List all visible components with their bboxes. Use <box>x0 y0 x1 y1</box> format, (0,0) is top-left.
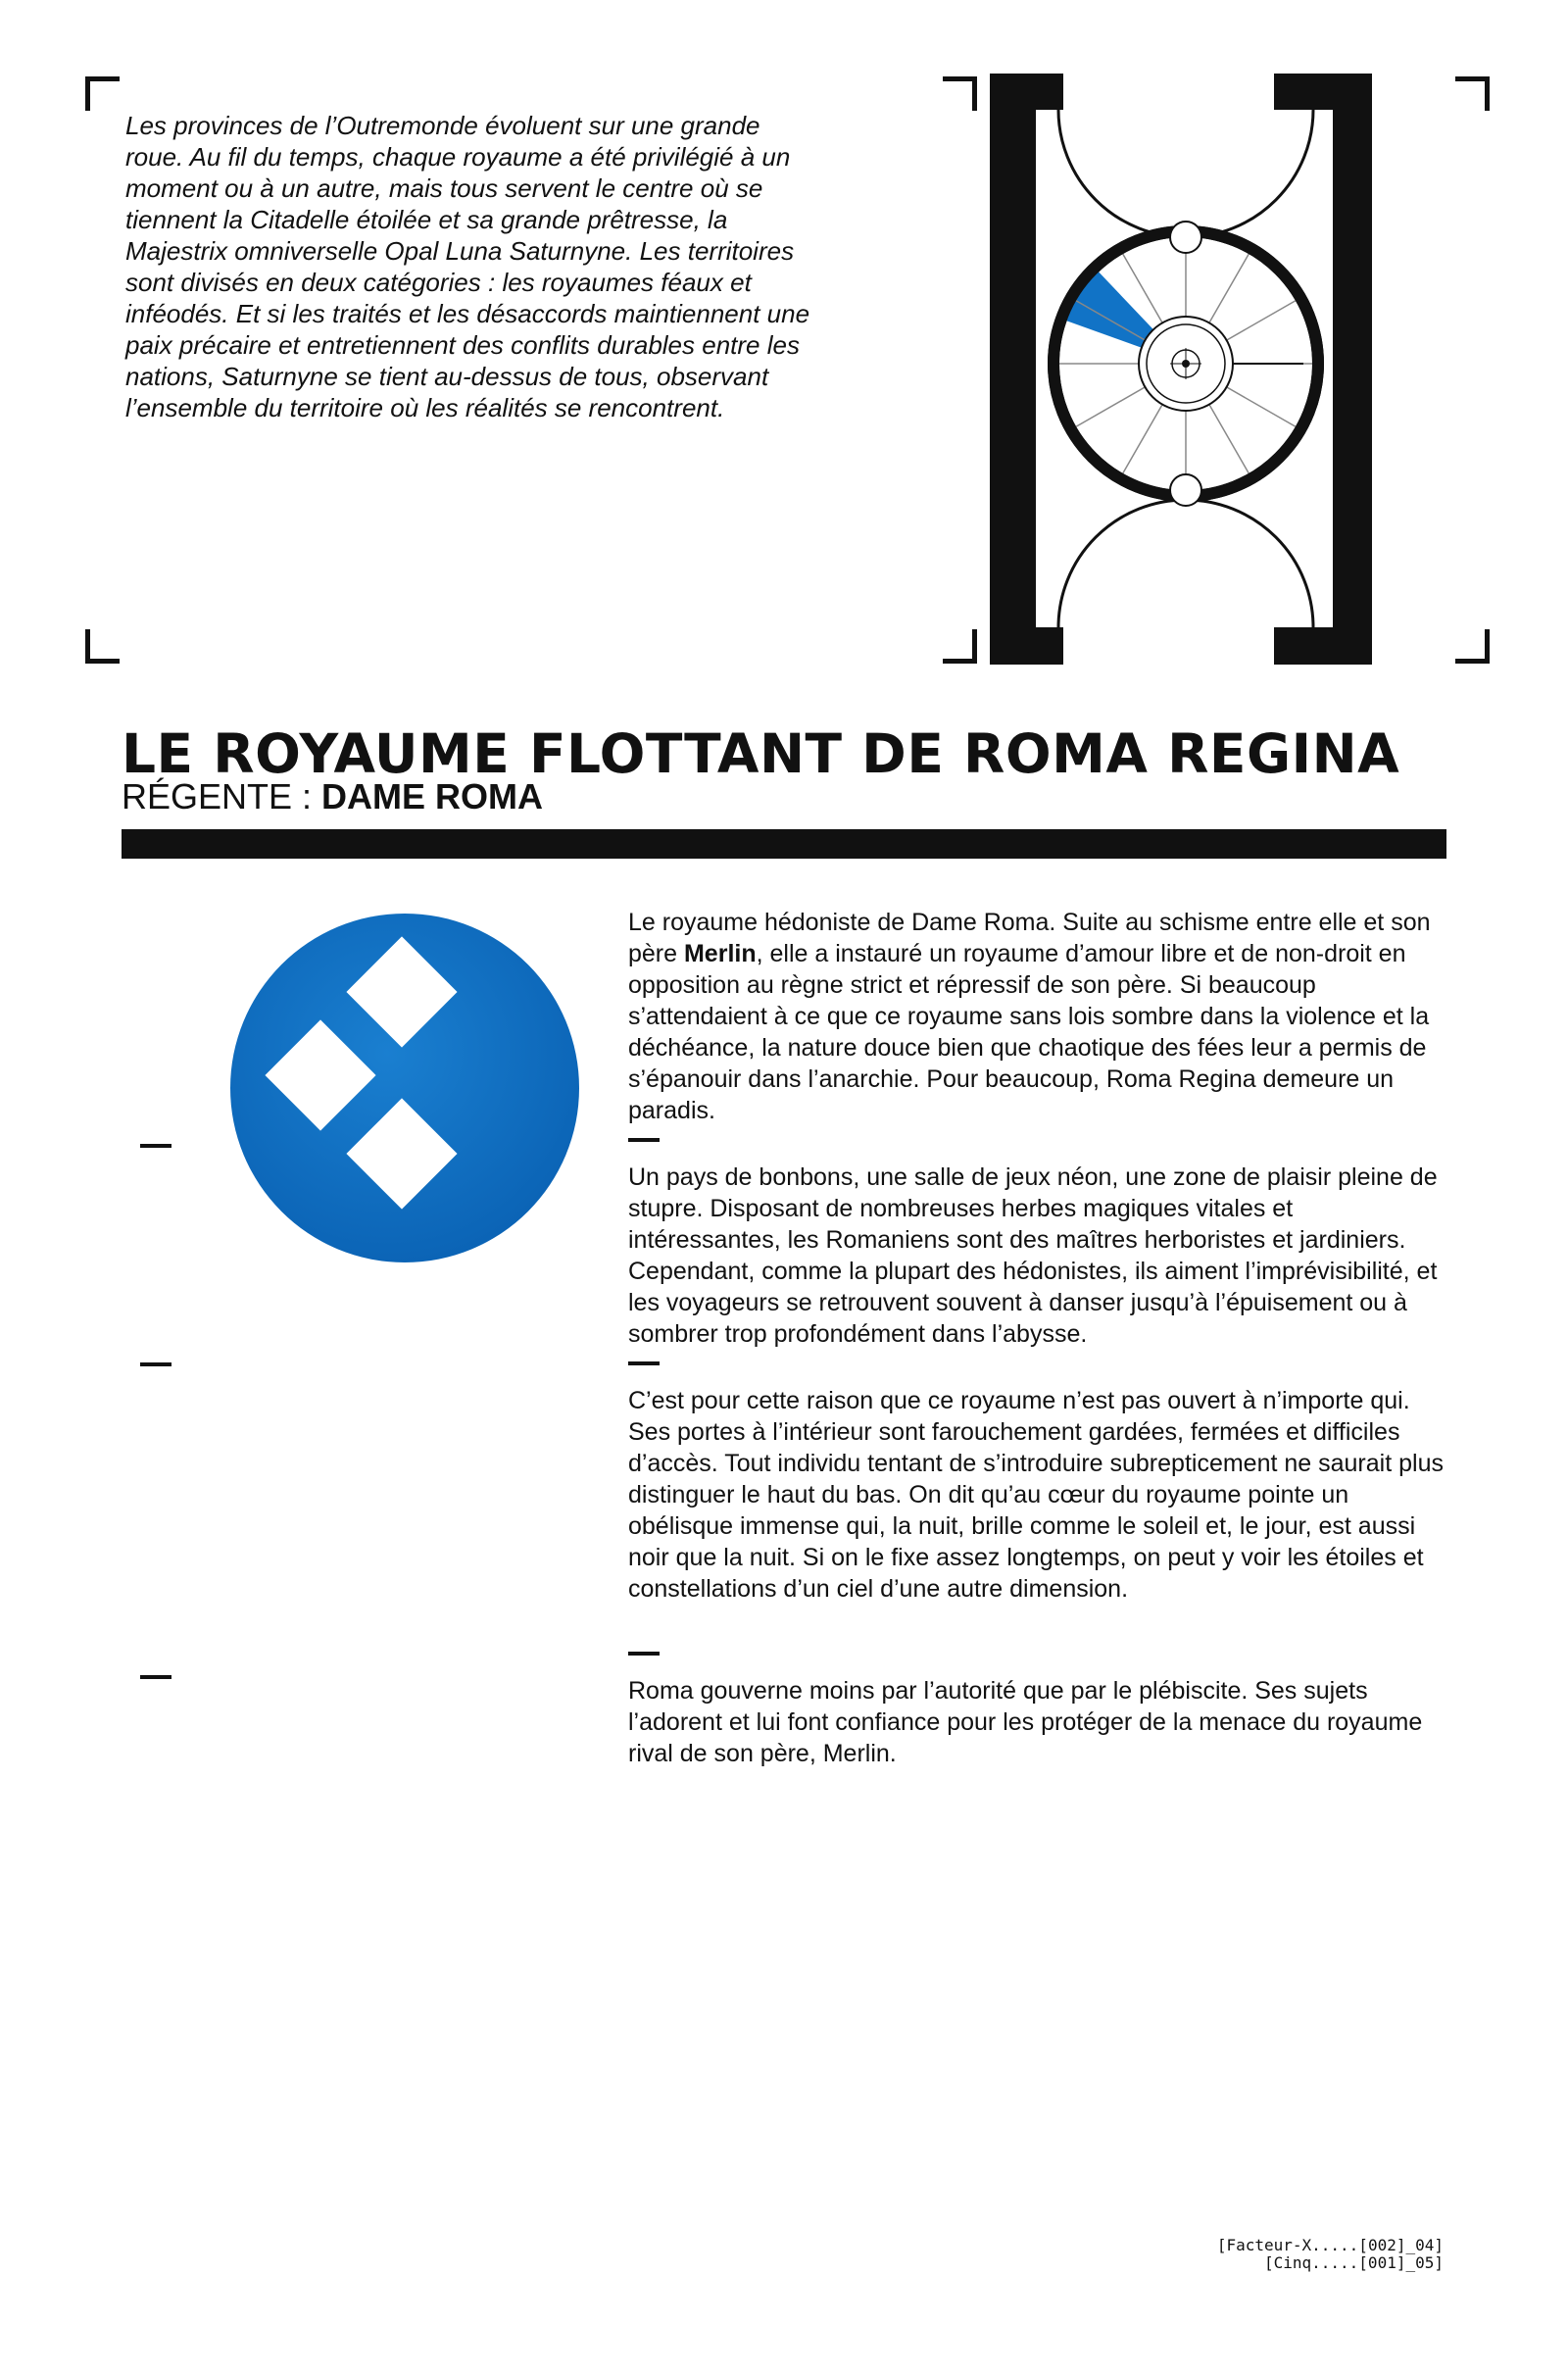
regent-line <box>122 777 543 816</box>
frame-corner-bottom-right <box>1455 629 1490 664</box>
title-rule <box>122 829 1446 859</box>
body-bold-name: Merlin <box>683 940 757 967</box>
section-dash <box>628 1652 660 1656</box>
roma-regina-symbol-icon <box>230 914 579 1262</box>
body-text: Le royaume hédoniste de Dame Roma. Suite au schisme entre elle et son père <box>628 909 1431 967</box>
margin-dash <box>140 1362 172 1366</box>
frame-corner-top-mid <box>943 76 977 111</box>
frame-corner-bottom-left <box>85 629 120 664</box>
margin-dash <box>140 1675 172 1679</box>
page-reference-line-1: [Facteur-X.....[002]_04] <box>1216 2236 1444 2254</box>
regent-label: RÉGENTE : <box>122 776 322 816</box>
section-dash <box>628 1138 660 1142</box>
margin-dash <box>140 1144 172 1148</box>
realm-wheel-icon <box>985 74 1406 665</box>
body-paragraph-3: C’est pour cette raison que ce royaume n’est pas ouvert à n’importe qui. Ses portes à l’intérieur sont farouchement gardées, fermées et difficiles d’accès. Tout individu tentant de s’introduire subrepticement ne saurait plus distinguer le haut du bas. On dit qu’au cœur du royaume pointe un obélisque immense qui, la nuit, brille comme le soleil et, le jour, est aussi noir que la nuit. Si on le fixe assez longtemps, on peut y voir les étoiles et constellations d’un ciel d’une autre dimension. <box>628 1387 1444 1603</box>
body-text: , elle a instauré un royaume d’amour libre et de non-droit en opposition au règne strict et répressif de son père. Si beaucoup s’attendaient à ce que ce royaume sans lois sombre dans la violence et la déchéance, la nature douce bien que chaotique des fées leur a permis de s’épanouir dans l’anarchie. Pour beaucoup, Roma Regina demeure un paradis. <box>628 940 1430 1124</box>
frame-corner-top-right <box>1455 76 1490 111</box>
frame-corner-top-left <box>85 76 120 111</box>
page-reference <box>1217 2237 1444 2272</box>
body-column <box>628 907 1451 1769</box>
body-paragraph-4: Roma gouverne moins par l’autorité que par le plébiscite. Ses sujets l’adorent et lui font confiance pour les protéger de la menace du royaume rival de son père, Merlin. <box>628 1677 1423 1767</box>
regent-name: DAME ROMA <box>321 776 544 816</box>
body-paragraph-1 <box>628 907 1451 1126</box>
section-dash <box>628 1361 660 1365</box>
frame-corner-bottom-mid <box>943 629 977 664</box>
page-reference-line-2: [Cinq.....[001]_05] <box>1263 2253 1444 2272</box>
intro-paragraph: Les provinces de l’Outremonde évoluent sur une grande roue. Au fil du temps, chaque royaume a été privilégié à un moment ou à un autre, mais tous servent le centre où se tiennent la Citadelle étoilée et sa grande prêtresse, la Majestrix omniverselle Opal Luna Saturnyne. Les territoires sont divisés en deux catégories : les royaumes féaux et inféodés. Et si les traités et les désaccords maintiennent une paix précaire et entretiennent des conflits durables entre les nations, Saturnyne se tient au-dessus de tous, observant l’ensemble du territoire où les réalités se rencontrent. <box>125 111 810 422</box>
body-paragraph-2: Un pays de bonbons, une salle de jeux néon, une zone de plaisir pleine de stupre. Disposant de nombreuses herbes magiques vitales et intéressantes, les Romaniens sont des maîtres herboristes et jardiniers. Cependant, comme la plupart des hédonistes, ils aiment l’imprévisibilité, et les voyageurs se retrouvent souvent à danser jusqu’à l’épuisement ou à sombrer trop profondément dans l’abysse. <box>628 1163 1438 1348</box>
page-title: LE ROYAUME FLOTTANT DE ROMA REGINA <box>122 722 1400 785</box>
